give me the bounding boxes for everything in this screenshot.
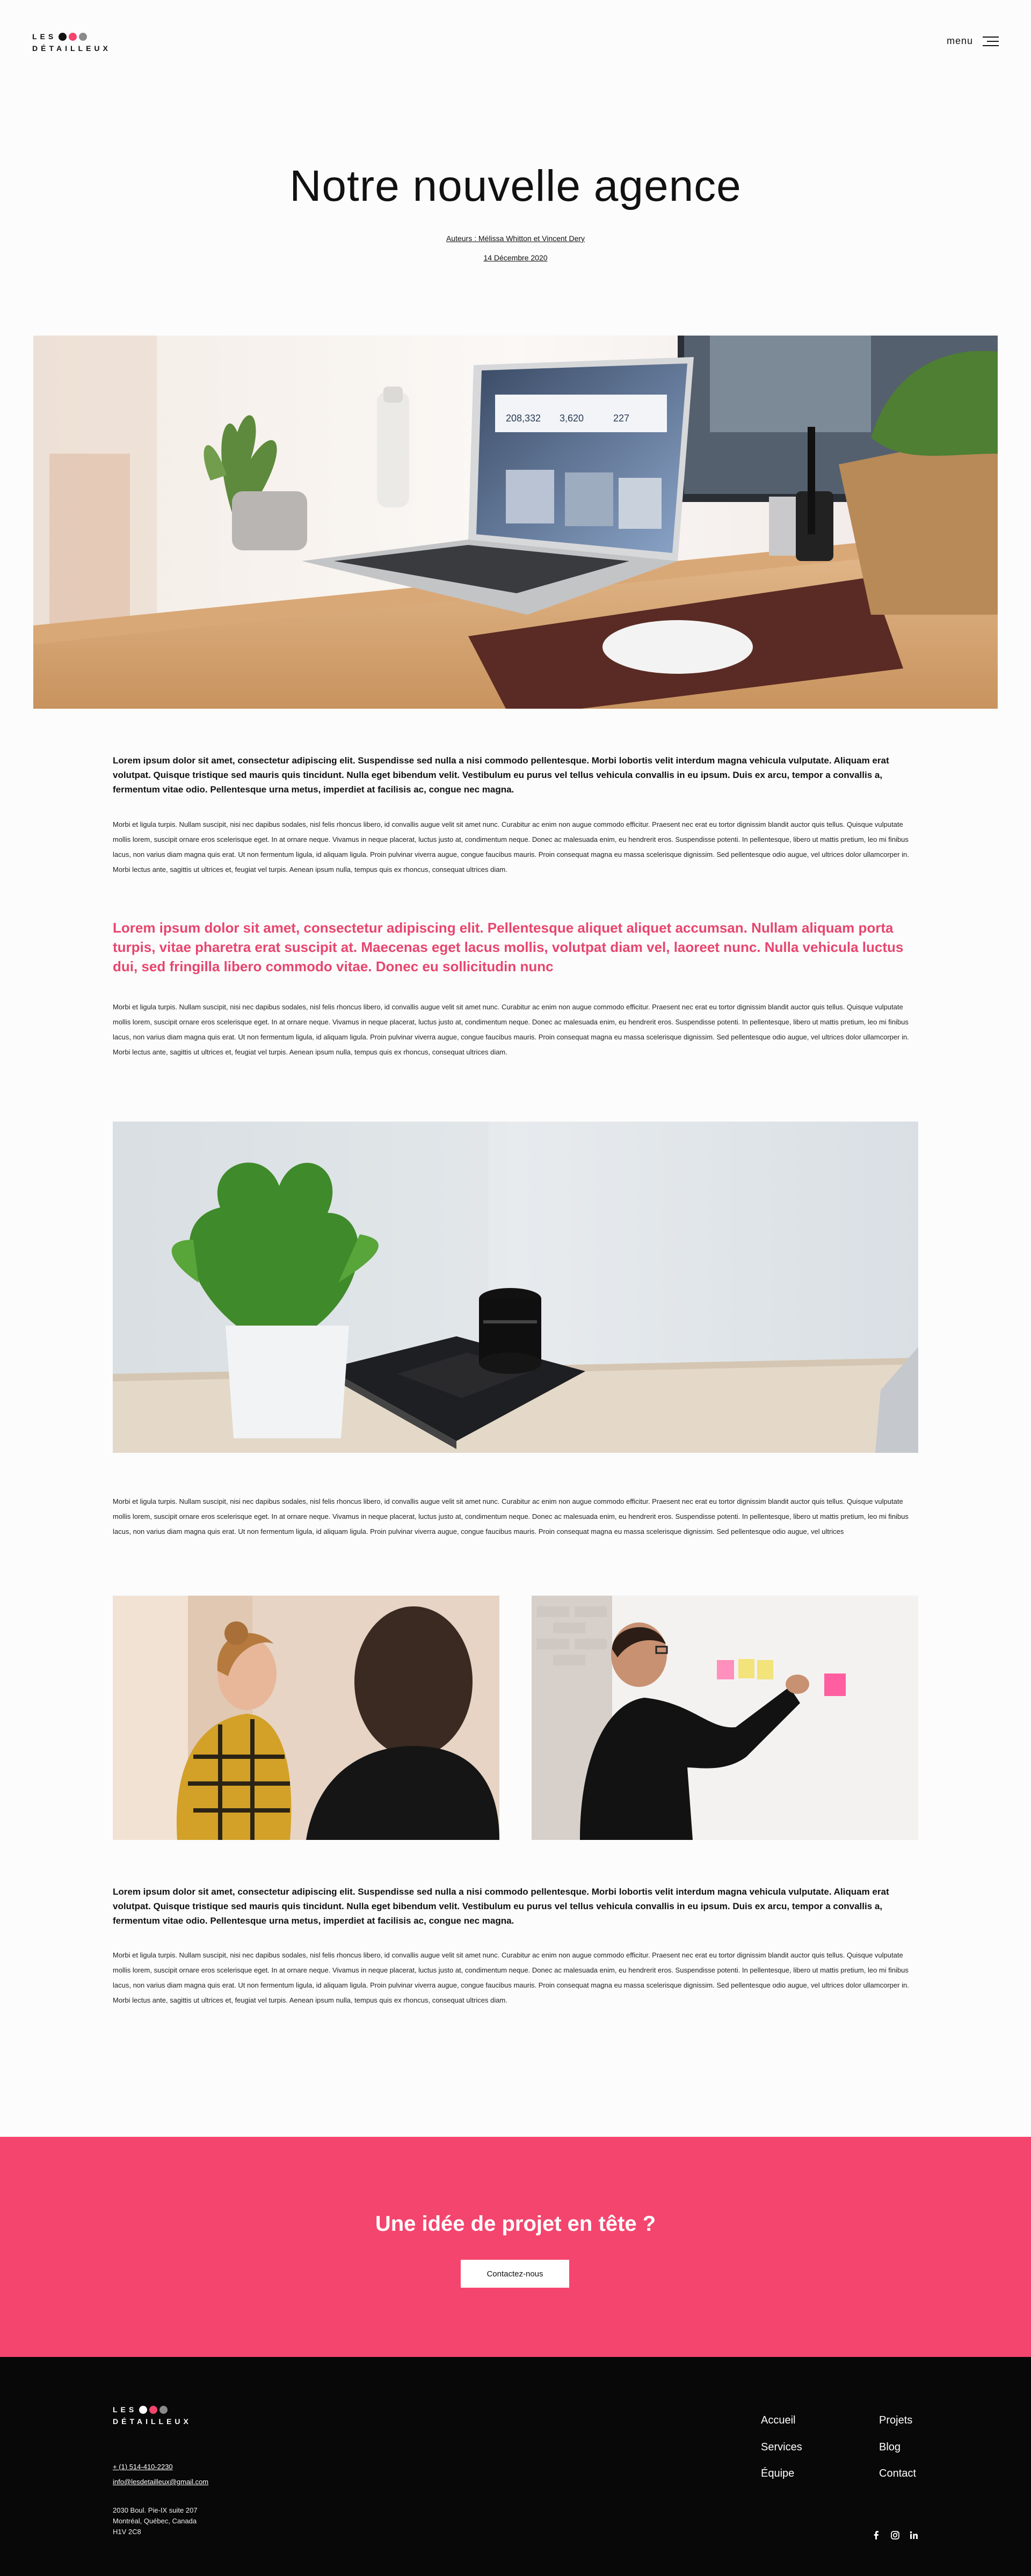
body-paragraph-4: Morbi et ligula turpis. Nullam suscipit, nisi nec dapibus sodales, nisl felis rhoncus libero, id convallis augue velit sit amet nunc. Curabitur ac enim non augue commodo efficitur. Praesent nec erat eu tortor dignissim blandit auctor quis tellus. Quisque vulputate mollis lorem, suscipit ornare eros scelerisque eget. In at ornare neque. Vivamus in neque placerat, luctus justo at, condimentum neque. Donec ac malesuada enim, eu hendrerit eros. Suspendisse potenti. In pellentesque, libero ut mattis pretium, leo mi finibus lacus, non varius diam magna quis erat. Ut non fermentum ligula, id aliquam ligula. Proin pulvinar viverra augue, congue faucibus mauris. Proin consequat magna eu massa scelerisque dignissim. Sed pellentesque odio augue, vel ultrices dolor ullamcorper in. Morbi lectus ante, sagittis ut ultrices et, feugiat vel turpis. Aenean ipsum nulla, tempus quis ex rhoncus, consequat ultrices diam. [113, 1951, 909, 2004]
footer-logo[interactable] [113, 2404, 204, 2426]
logo-text-bottom: DÉTAILLEUX [32, 44, 111, 53]
photo-man-whiteboard [532, 1596, 918, 1840]
footer-nav-services[interactable]: Services [761, 2441, 802, 2453]
footer-nav-equipe[interactable]: Équipe [761, 2468, 795, 2479]
article-date[interactable]: 14 Décembre 2020 [483, 253, 548, 262]
menu-toggle[interactable] [947, 35, 999, 47]
logo-text-top: LES [32, 32, 57, 41]
logo-dot-grey [79, 33, 87, 41]
footer-logo-dot-white [139, 2406, 147, 2414]
lead-paragraph-1: Lorem ipsum dolor sit amet, consectetur adipiscing elit. Suspendisse sed nulla a nisi commodo pellentesque. Morbi lobortis velit interdum magna vehicula vulputate. Aliquam erat volutpat. Quisque tristique sed mauris quis tincidunt. Nulla eget bibendum velit. Vestibulum eu purus vel tellus vehicula convallis in eu ipsum. Duis ex arcu, tempor a convallis a, fermentum vitae odio. Pellentesque urna metus, imperdiet at facilisis ac, congue nec magna. [113, 755, 889, 795]
footer-logo-text-bottom: DÉTAILLEUX [113, 2417, 192, 2426]
contact-button[interactable]: Contactez-nous [461, 2260, 569, 2288]
photo-plant-camera [113, 1122, 918, 1453]
pull-quote: Lorem ipsum dolor sit amet, consectetur adipiscing elit. Pellentesque aliquet aliquet accumsan. Nullam aliquam porta turpis, vitae pharetra erat suscipit at. Maecenas eget lacus mollis, volutpat diam vel, laoreet nunc. Nulla vehicula luctus dui, sed fringilla libero commodo vitae. Donec eu sollicitudin nunc [113, 920, 904, 974]
body-paragraph-1: Morbi et ligula turpis. Nullam suscipit, nisi nec dapibus sodales, nisl felis rhoncus libero, id convallis augue velit sit amet nunc. Curabitur ac enim non augue commodo efficitur. Praesent nec erat eu tortor dignissim blandit auctor quis tellus. Quisque vulputate mollis lorem, suscipit ornare eros scelerisque eget. In at ornare neque. Vivamus in neque placerat, luctus justo at, condimentum neque. Donec ac malesuada enim, eu hendrerit eros. Suspendisse potenti. In pellentesque, libero ut mattis pretium, leo mi finibus lacus, non varius diam magna quis erat. Ut non fermentum ligula, id aliquam ligula. Proin pulvinar viverra augue, congue faucibus mauris. Proin consequat magna eu massa scelerisque dignissim. Sed pellentesque odio augue, vel ultrices dolor ullamcorper in. Morbi lectus ante, sagittis ut ultrices et, feugiat vel turpis. Aenean ipsum nulla, tempus quis ex rhoncus, consequat ultrices diam. [113, 820, 909, 874]
footer-address-line3: H1V 2C8 [113, 2528, 141, 2536]
footer-phone-link[interactable]: + (1) 514-410-2230 [113, 2463, 173, 2471]
footer-email-link[interactable]: info@lesdetailleux@gmail.com [113, 2478, 209, 2486]
logo-dot-black [59, 33, 67, 41]
footer-logo-dot-grey [159, 2406, 168, 2414]
footer-logo-text-top: LES [113, 2405, 137, 2414]
site-logo[interactable] [32, 31, 118, 55]
cta-section [0, 2137, 1031, 2357]
footer-nav-projets[interactable]: Projets [879, 2414, 913, 2426]
hero-photo-desk [33, 336, 998, 709]
site-footer [0, 2357, 1031, 2576]
cta-title: Une idée de projet en tête ? [375, 2212, 656, 2236]
article-authors[interactable]: Auteurs : Mélissa Whitton et Vincent Dery [446, 234, 585, 243]
footer-address-line2: Montréal, Québec, Canada [113, 2517, 197, 2525]
body-paragraph-2: Morbi et ligula turpis. Nullam suscipit, nisi nec dapibus sodales, nisl felis rhoncus libero, id convallis augue velit sit amet nunc. Curabitur ac enim non augue commodo efficitur. Praesent nec erat eu tortor dignissim blandit auctor quis tellus. Quisque vulputate mollis lorem, suscipit ornare eros scelerisque eget. In at ornare neque. Vivamus in neque placerat, luctus justo at, condimentum neque. Donec ac malesuada enim, eu hendrerit eros. Suspendisse potenti. In pellentesque, libero ut mattis pretium, leo mi finibus lacus, non varius diam magna quis erat. Ut non fermentum ligula, id aliquam ligula. Proin pulvinar viverra augue, congue faucibus mauris. Proin consequat magna eu massa scelerisque dignissim. Sed pellentesque odio augue, vel ultrices dolor ullamcorper in. Morbi lectus ante, sagittis ut ultrices et, feugiat vel turpis. Aenean ipsum nulla, tempus quis ex rhoncus, consequat ultrices diam. [113, 1003, 909, 1056]
page-title: Notre nouvelle agence [289, 162, 742, 210]
lead-paragraph-2: Lorem ipsum dolor sit amet, consectetur adipiscing elit. Suspendisse sed nulla a nisi commodo pellentesque. Morbi lobortis velit interdum magna vehicula vulputate. Aliquam erat volutpat. Quisque tristique sed mauris quis tincidunt. Nulla eget bibendum velit. Vestibulum eu purus vel tellus vehicula convallis in eu ipsum. Duis ex arcu, tempor a convallis a, fermentum vitae odio. Pellentesque urna metus, imperdiet at facilisis ac, congue nec magna. [113, 1887, 889, 1926]
body-paragraph-3: Morbi et ligula turpis. Nullam suscipit, nisi nec dapibus sodales, nisl felis rhoncus libero, id convallis augue velit sit amet nunc. Curabitur ac enim non augue commodo efficitur. Praesent nec erat eu tortor dignissim blandit auctor quis tellus. Quisque vulputate mollis lorem, suscipit ornare eros scelerisque eget. In at ornare neque. Vivamus in neque placerat, luctus justo at, condimentum neque. Donec ac malesuada enim, eu hendrerit eros. Suspendisse potenti. In pellentesque, libero ut mattis pretium, leo mi finibus lacus, non varius diam magna quis erat. Ut non fermentum ligula, id aliquam ligula. Proin pulvinar viverra augue, congue faucibus mauris. Proin consequat magna eu massa scelerisque dignissim. Sed pellentesque odio augue, vel ultrices [113, 1497, 909, 1536]
facebook-icon[interactable] [871, 2530, 882, 2541]
laptop-stat-3: 227 [613, 413, 630, 424]
footer-nav-accueil[interactable]: Accueil [761, 2414, 796, 2426]
instagram-icon[interactable] [890, 2530, 901, 2541]
footer-logo-dot-pink [149, 2406, 157, 2414]
linkedin-icon[interactable] [909, 2530, 919, 2541]
photo-woman-meeting [113, 1596, 499, 1840]
logo-dot-pink [69, 33, 77, 41]
footer-nav-contact[interactable]: Contact [879, 2468, 916, 2479]
hamburger-icon [983, 37, 999, 46]
laptop-stat-1: 208,332 [506, 413, 541, 424]
laptop-stat-2: 3,620 [560, 413, 584, 424]
footer-nav-blog[interactable]: Blog [879, 2441, 901, 2453]
menu-label: menu [946, 35, 973, 46]
footer-address-line1: 2030 Boul. Pie-IX suite 207 [113, 2506, 198, 2514]
